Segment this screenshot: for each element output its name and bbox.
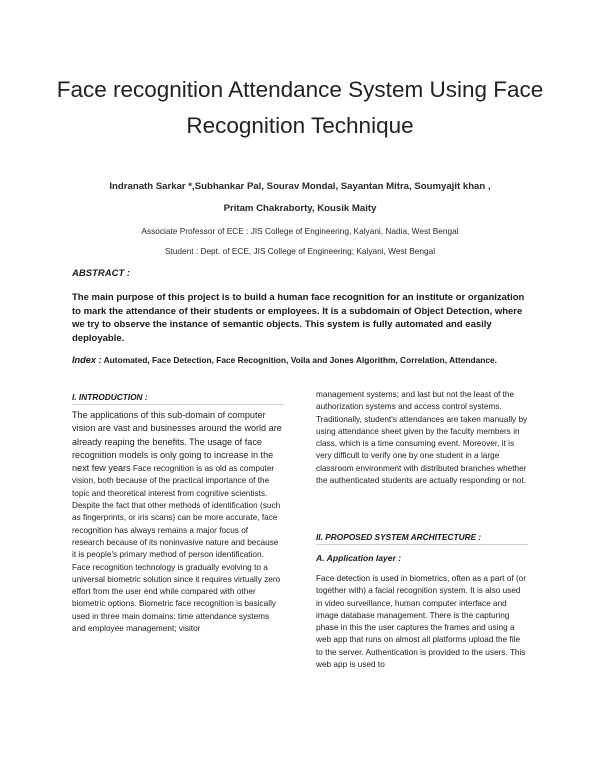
section-rule-left xyxy=(72,404,284,405)
section-rule-right xyxy=(316,544,528,545)
section-architecture-heading: II. PROPOSED SYSTEM ARCHITECTURE : xyxy=(316,532,482,542)
introduction-continued xyxy=(316,389,528,487)
introduction-text xyxy=(72,409,282,635)
title-line-1: Face recognition Attendance System Using Face xyxy=(56,77,544,102)
affiliation-professor: Associate Professor of ECE : JIS College of Engineering, Kalyani, Nadia, West Bengal xyxy=(141,226,459,236)
title-line-2: Recognition Technique xyxy=(186,113,414,138)
authors-line-1: Indranath Sarkar *,Subhankar Pal, Sourav Mondal, Sayantan Mitra, Soumyajit khan , xyxy=(109,181,491,192)
index-terms xyxy=(72,354,528,368)
introduction-body: Face recognition is as old as computer vision, both because of the practical importance of the topic and theoretical interest from cognitive scientists. Despite the fact that other methods of identification (such as fingerprints, or iris scans) can be more accurate, face recognition has always remains a major focus of research because of its noninvasive nature and because it is people's primary method of person identification. Face recognition technology is gradually evolving to a universal biometric solution since it requires virtually zero effort from the user end while compared with other biometric options. Biometric face recognition is basically used in three main domains: time attendance systems and employee management; visitor xyxy=(72,464,281,634)
affiliation-student: Student : Dept. of ECE, JIS College of Engineering; Kalyani, West Bengal xyxy=(164,246,436,256)
paper-title xyxy=(40,72,560,144)
section-introduction-heading: I. INTRODUCTION : xyxy=(72,392,148,402)
abstract-text: The main purpose of this project is to build a human face recognition for an institute or organization to mark the attendance of their students or employees. It is a subdomain of Object Detection, where we try to observe the instance of semantic objects. This system is fully automated and easily deployable. xyxy=(72,292,525,344)
introduction-lead: The applications of this sub-domain of computer vision are vast and businesses around the world are already reaping the benefits. The usage of face recognition models is only going to increase in the next few years xyxy=(72,410,282,474)
subsection-application-layer: A. Application layer : xyxy=(316,553,402,563)
application-layer-body: Face detection is used in biometrics, often as a part of (or together with) a facial recognition system. It is also used in video surveillance, human computer interface and image database management. There is the capturing phase in this the user captures the frames and using a web app that runs on almost all platforms upload the file to the server. Authentication is provided to the users. This web app is used to xyxy=(316,574,527,670)
index-label: Index : xyxy=(72,355,102,365)
introduction-continued-text: management systems; and last but not the least of the authorization systems and access control systems. Traditionally, student's attendances are taken manually by using attendance sheet given by the faculty members in class, which is a time consuming event. Moreover, it is very difficult to verify one by one student in a large classroom environment with distributed branches whether the authenticated students are actually responding or not. xyxy=(316,390,528,486)
index-terms-text: Automated, Face Detection, Face Recognition, Voila and Jones Algorithm, Correlation, Attendance. xyxy=(101,355,497,365)
abstract-heading: ABSTRACT : xyxy=(72,268,131,279)
application-layer-text xyxy=(316,573,528,671)
authors-line-2: Pritam Chakraborty, Kousik Maity xyxy=(223,203,377,214)
